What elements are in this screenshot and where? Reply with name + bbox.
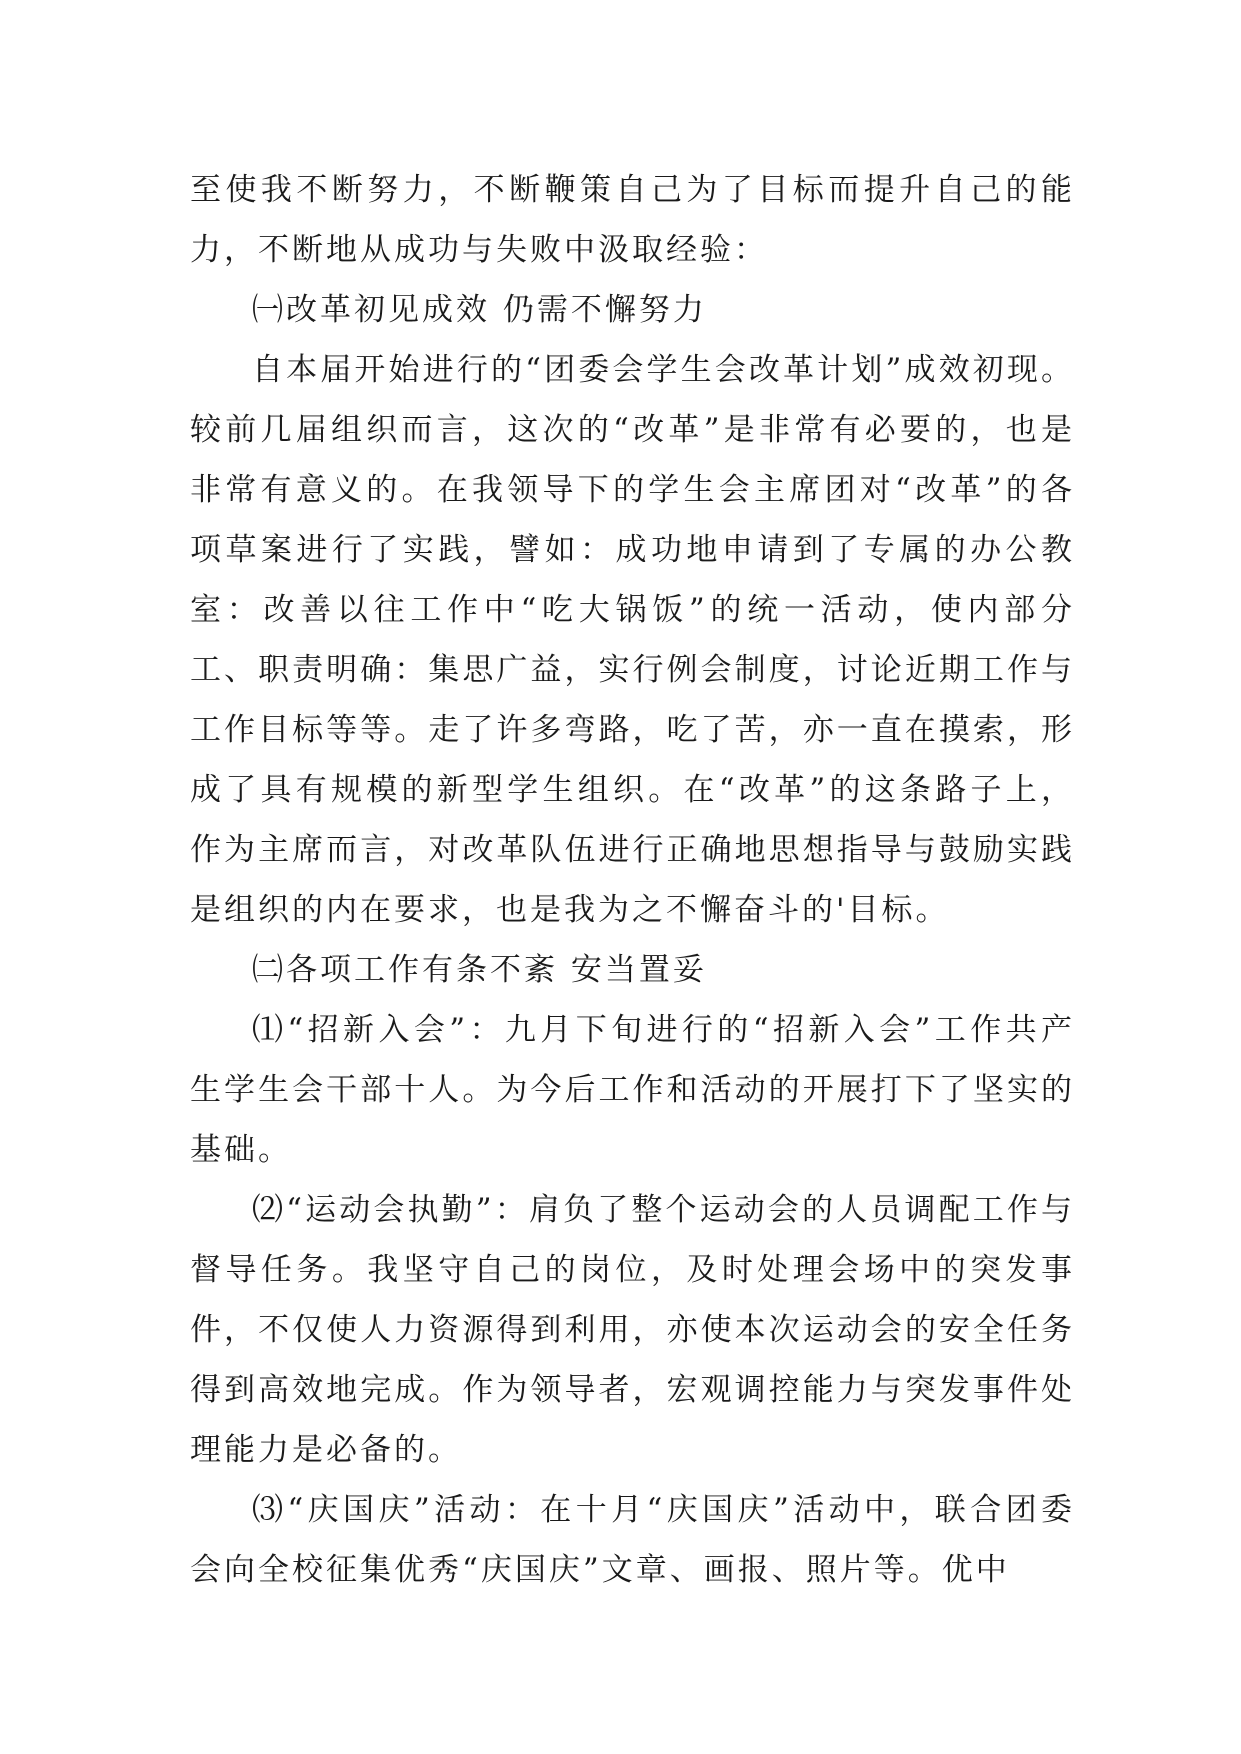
paragraph-sports-meet: ⑵“运动会执勤”：肩负了整个运动会的人员调配工作与督导任务。我坚守自己的岗位，及时处理会场中的突发事件，不仅使人力资源得到利用，亦使本次运动会的安全任务得到高效地完成。作为领导者，宏观调控能力与突发事件处理能力是必备的。 xyxy=(190,1192,1075,1468)
paragraph-national-day: ⑶“庆国庆”活动：在十月“庆国庆”活动中，联合团委会向全校征集优秀“庆国庆”文章、画报、照片等。优中 xyxy=(190,1492,1075,1588)
paragraph-reform: 自本届开始进行的“团委会学生会改革计划”成效初现。较前几届组织而言，这次的“改革”是非常有必要的，也是非常有意义的。在我领导下的学生会主席团对“改革”的各项草案进行了实践，譬如：成功地申请到了专属的办公教室：改善以往工作中“吃大锅饭”的统一活动，使内部分工、职责明确：集思广益，实行例会制度，讨论近期工作与工作目标等等。走了许多弯路，吃了苦，亦一直在摸索，形成了具有规模的新型学生组织。在“改革”的这条路子上，作为主席而言，对改革队伍进行正确地思想指导与鼓励实践是组织的内在要求，也是我为之不懈奋斗的'目标。 xyxy=(190,352,1075,928)
section-heading-reform: ㈠改革初见成效 仍需不懈努力 xyxy=(252,292,707,328)
section-heading-work: ㈡各项工作有条不紊 安当置妥 xyxy=(252,952,707,988)
paragraph-intro: 至使我不断努力，不断鞭策自己为了目标而提升自己的能力，不断地从成功与失败中汲取经验： xyxy=(190,172,1075,268)
document-body xyxy=(190,160,1075,1600)
paragraph-recruitment: ⑴“招新入会”：九月下旬进行的“招新入会”工作共产生学生会干部十人。为今后工作和活动的开展打下了坚实的基础。 xyxy=(190,1012,1075,1168)
